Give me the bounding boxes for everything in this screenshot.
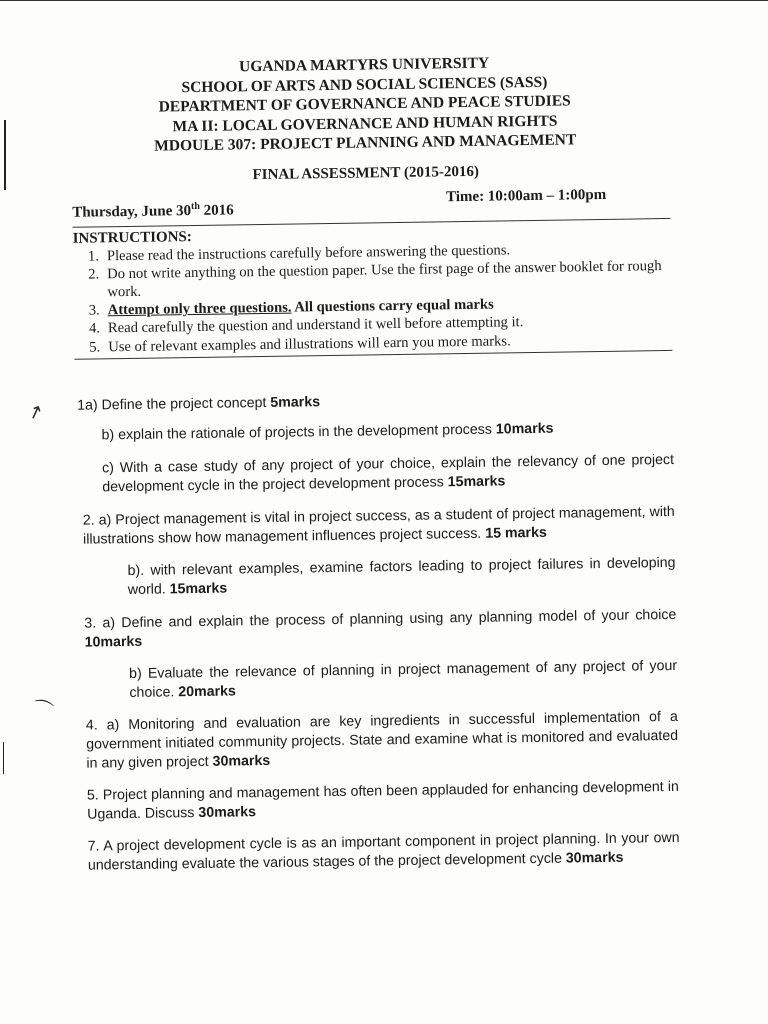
question-1a: 1a) Define the project concept 5marks [77,393,321,414]
question-7: 7. A project development cycle is as an important component in project planning. In your own understanding evaluate the various stages of the project development cycle 30marks [87,829,680,874]
questions-section [63,388,682,876]
exam-content [58,51,682,876]
instruction-item: 5. Use of relevant examples and illustrations will earn you more marks. [89,332,511,356]
instruction-emphasis: Attempt only three questions. [107,299,292,319]
instruction-item: 2. Do not write anything on the question paper. Use the first page of the answer booklet for rough work. [88,257,662,301]
university-name: UGANDA MARTYRS UNIVERSITY [238,54,490,76]
instruction-item: 3. Attempt only three questions. All questions carry equal marks [88,296,494,319]
module-name: MDOULE 307: PROJECT PLANNING AND MANAGEMENT [154,131,577,155]
question-1c: c) With a case study of any project of your choice, explain the relevancy of one project development cycle in the project development process 15marks [101,451,675,496]
question-2a: 2. a) Project management is vital in project success, as a student of project management, with illustrations show how management influences project success. 15 marks [82,503,675,548]
question-5: 5. Project planning and management has often been applauded for enhancing development in Uganda. Discuss 30marks [86,778,679,823]
pen-tick-mark: ⌒ [29,695,56,725]
exam-time: Time: 10:00am – 1:00pm [445,186,607,205]
department-name: DEPARTMENT OF GOVERNANCE AND PEACE STUDIES [158,92,571,116]
question-4a: 4. a) Monitoring and evaluation are key ingredients in successful implementation of a government initiated community projects. State and examine what is monitored and evaluated in any given project 30marks [85,708,679,772]
instructions-list [73,238,675,356]
instructions-title: INSTRUCTIONS: [72,228,192,247]
scan-left-edge-mark [3,742,4,774]
exam-header [58,51,671,158]
programme-name: MA II: LOCAL GOVERNANCE AND HUMAN RIGHTS [172,112,558,135]
instruction-item: 4. Read carefully the question and understand it well before attempting it. [88,314,524,337]
school-name: SCHOOL OF ARTS AND SOCIAL SCIENCES (SASS) [181,73,548,96]
instruction-item: 1. Please read the instructions carefully before answering the questions. [87,241,511,265]
question-3a: 3. a) Define and explain the process of planning using any planning model of your choice 10marks [84,606,677,651]
scan-left-edge-mark [4,120,6,190]
question-3b: b) Evaluate the relevance of planning in project management of any project of your choice. 20marks [128,657,678,701]
date-time-line [60,185,672,221]
exam-date: Thursday, June 30th 2016 [72,200,234,221]
question-1b: b) explain the rationale of projects in the development process 10marks [101,420,554,444]
scan-top-edge [0,0,768,1]
assessment-title: FINAL ASSESSMENT (2015-2016) [252,163,480,183]
question-2b: b). with relevant examples, examine factors leading to project failures in developing world. 15marks [127,554,676,598]
pen-tick-mark: ↗ [24,400,47,425]
